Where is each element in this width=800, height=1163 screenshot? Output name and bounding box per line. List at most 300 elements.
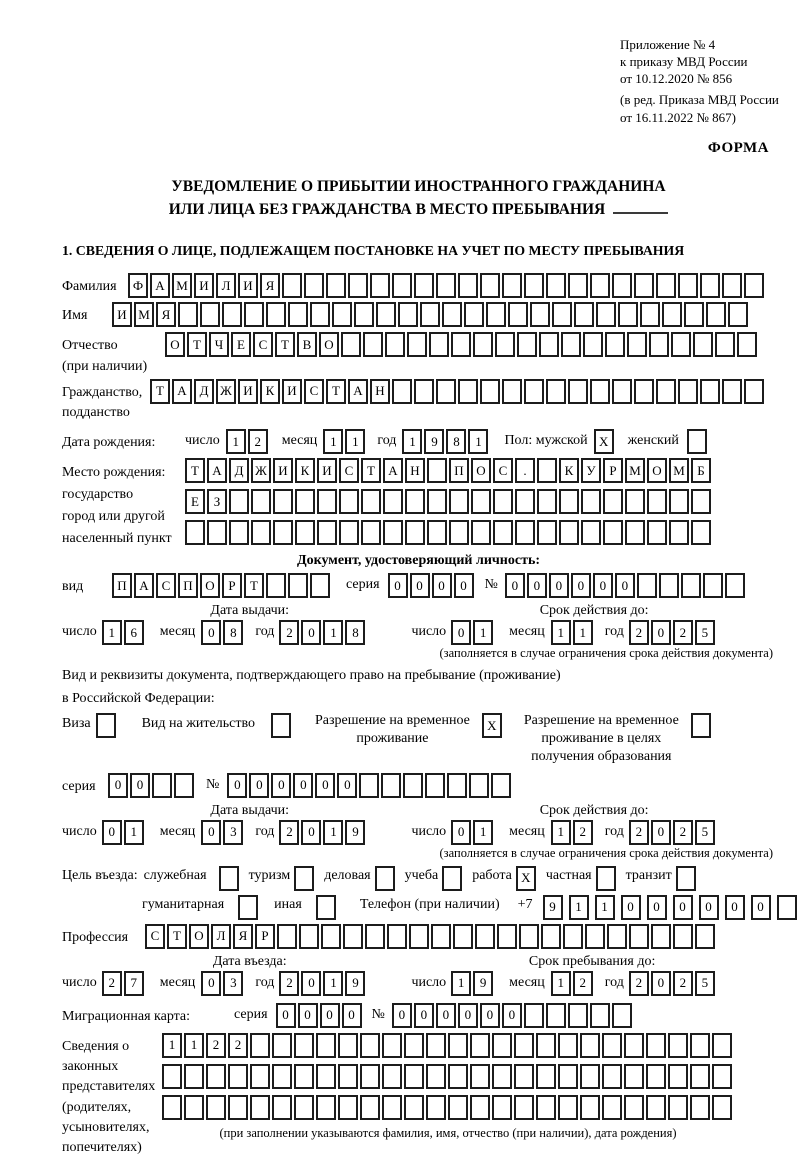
char-box[interactable]: [206, 1064, 226, 1089]
char-box[interactable]: [229, 520, 249, 545]
char-box[interactable]: [580, 1095, 600, 1120]
char-box[interactable]: [436, 273, 456, 298]
char-box[interactable]: [537, 489, 557, 514]
char-box[interactable]: [618, 302, 638, 327]
char-box[interactable]: Я: [233, 924, 253, 949]
char-box[interactable]: [492, 1033, 512, 1058]
char-box[interactable]: 2: [102, 971, 122, 996]
char-box[interactable]: Р: [222, 573, 242, 598]
char-box[interactable]: [612, 379, 632, 404]
char-box[interactable]: 0: [320, 1003, 340, 1028]
char-box[interactable]: П: [112, 573, 132, 598]
char-box[interactable]: [96, 713, 116, 738]
char-box[interactable]: 0: [651, 971, 671, 996]
char-box[interactable]: [524, 379, 544, 404]
char-box[interactable]: [744, 273, 764, 298]
char-box[interactable]: [725, 573, 745, 598]
char-box[interactable]: 0: [451, 820, 471, 845]
char-box[interactable]: [447, 773, 467, 798]
char-box[interactable]: 8: [223, 620, 243, 645]
char-box[interactable]: [691, 520, 711, 545]
char-box[interactable]: [524, 273, 544, 298]
char-box[interactable]: 0: [392, 1003, 412, 1028]
char-box[interactable]: [294, 866, 314, 891]
char-box[interactable]: [370, 273, 390, 298]
char-box[interactable]: [492, 1095, 512, 1120]
char-box[interactable]: [678, 379, 698, 404]
char-box[interactable]: [442, 302, 462, 327]
char-box[interactable]: [706, 302, 726, 327]
char-box[interactable]: [744, 379, 764, 404]
char-box[interactable]: 0: [505, 573, 525, 598]
char-box[interactable]: 5: [695, 971, 715, 996]
char-box[interactable]: Л: [216, 273, 236, 298]
char-box[interactable]: [659, 573, 679, 598]
char-box[interactable]: [295, 520, 315, 545]
char-box[interactable]: 1: [345, 429, 365, 454]
char-box[interactable]: [712, 1095, 732, 1120]
char-box[interactable]: Ч: [209, 332, 229, 357]
char-box[interactable]: [448, 1033, 468, 1058]
char-box[interactable]: 0: [108, 773, 128, 798]
char-box[interactable]: [480, 379, 500, 404]
char-box[interactable]: Я: [260, 273, 280, 298]
char-box[interactable]: [546, 379, 566, 404]
char-box[interactable]: [612, 273, 632, 298]
char-box[interactable]: И: [273, 458, 293, 483]
char-box[interactable]: [669, 520, 689, 545]
char-box[interactable]: [634, 273, 654, 298]
char-box[interactable]: [316, 895, 336, 920]
char-box[interactable]: 9: [345, 820, 365, 845]
char-box[interactable]: [581, 520, 601, 545]
char-box[interactable]: 1: [323, 971, 343, 996]
char-box[interactable]: [669, 489, 689, 514]
char-box[interactable]: [451, 332, 471, 357]
char-box[interactable]: [251, 520, 271, 545]
char-box[interactable]: [473, 332, 493, 357]
char-box[interactable]: [603, 520, 623, 545]
char-box[interactable]: [700, 379, 720, 404]
char-box[interactable]: [316, 1095, 336, 1120]
char-box[interactable]: [737, 332, 757, 357]
char-box[interactable]: [162, 1064, 182, 1089]
char-box[interactable]: [338, 1064, 358, 1089]
char-box[interactable]: [185, 520, 205, 545]
char-box[interactable]: 1: [551, 971, 571, 996]
char-box[interactable]: [471, 520, 491, 545]
char-box[interactable]: [629, 924, 649, 949]
char-box[interactable]: [405, 489, 425, 514]
char-box[interactable]: [515, 520, 535, 545]
char-box[interactable]: [603, 489, 623, 514]
char-box[interactable]: 0: [527, 573, 547, 598]
char-box[interactable]: [712, 1033, 732, 1058]
char-box[interactable]: 0: [201, 620, 221, 645]
char-box[interactable]: [671, 332, 691, 357]
char-box[interactable]: 5: [695, 820, 715, 845]
char-box[interactable]: 0: [342, 1003, 362, 1028]
char-box[interactable]: [282, 273, 302, 298]
char-box[interactable]: [668, 1064, 688, 1089]
char-box[interactable]: [596, 302, 616, 327]
char-box[interactable]: [339, 489, 359, 514]
char-box[interactable]: [607, 924, 627, 949]
char-box[interactable]: [458, 273, 478, 298]
char-box[interactable]: И: [194, 273, 214, 298]
char-box[interactable]: [414, 379, 434, 404]
char-box[interactable]: [273, 520, 293, 545]
char-box[interactable]: [728, 302, 748, 327]
char-box[interactable]: [294, 1033, 314, 1058]
char-box[interactable]: [647, 489, 667, 514]
char-box[interactable]: 2: [629, 820, 649, 845]
char-box[interactable]: 2: [248, 429, 268, 454]
char-box[interactable]: X: [516, 866, 536, 891]
char-box[interactable]: [383, 520, 403, 545]
char-box[interactable]: [272, 1033, 292, 1058]
char-box[interactable]: [602, 1095, 622, 1120]
char-box[interactable]: [580, 1033, 600, 1058]
char-box[interactable]: [558, 1064, 578, 1089]
char-box[interactable]: 2: [279, 820, 299, 845]
char-box[interactable]: 7: [124, 971, 144, 996]
char-box[interactable]: 1: [323, 429, 343, 454]
char-box[interactable]: А: [150, 273, 170, 298]
char-box[interactable]: Ж: [251, 458, 271, 483]
char-box[interactable]: Е: [185, 489, 205, 514]
char-box[interactable]: И: [238, 379, 258, 404]
char-box[interactable]: 6: [124, 620, 144, 645]
char-box[interactable]: [272, 1064, 292, 1089]
char-box[interactable]: 9: [424, 429, 444, 454]
char-box[interactable]: Т: [167, 924, 187, 949]
char-box[interactable]: [407, 332, 427, 357]
char-box[interactable]: 1: [451, 971, 471, 996]
char-box[interactable]: [722, 273, 742, 298]
char-box[interactable]: [627, 332, 647, 357]
char-box[interactable]: [563, 924, 583, 949]
char-box[interactable]: 1: [551, 620, 571, 645]
char-box[interactable]: 1: [226, 429, 246, 454]
char-box[interactable]: [360, 1033, 380, 1058]
char-box[interactable]: [673, 924, 693, 949]
char-box[interactable]: 9: [345, 971, 365, 996]
char-box[interactable]: О: [189, 924, 209, 949]
char-box[interactable]: А: [348, 379, 368, 404]
char-box[interactable]: [222, 302, 242, 327]
char-box[interactable]: [684, 302, 704, 327]
char-box[interactable]: Т: [361, 458, 381, 483]
char-box[interactable]: 0: [673, 895, 693, 920]
char-box[interactable]: 1: [569, 895, 589, 920]
char-box[interactable]: [375, 866, 395, 891]
char-box[interactable]: [348, 273, 368, 298]
char-box[interactable]: [524, 1003, 544, 1028]
char-box[interactable]: [492, 1064, 512, 1089]
char-box[interactable]: [651, 924, 671, 949]
char-box[interactable]: [691, 713, 711, 738]
char-box[interactable]: [288, 302, 308, 327]
char-box[interactable]: [700, 273, 720, 298]
char-box[interactable]: [341, 332, 361, 357]
char-box[interactable]: [464, 302, 484, 327]
char-box[interactable]: [690, 1064, 710, 1089]
char-box[interactable]: И: [282, 379, 302, 404]
char-box[interactable]: [470, 1095, 490, 1120]
char-box[interactable]: 0: [201, 820, 221, 845]
char-box[interactable]: 1: [473, 820, 493, 845]
char-box[interactable]: [295, 489, 315, 514]
char-box[interactable]: 0: [249, 773, 269, 798]
char-box[interactable]: 8: [446, 429, 466, 454]
char-box[interactable]: Т: [275, 332, 295, 357]
char-box[interactable]: 0: [454, 573, 474, 598]
char-box[interactable]: [448, 1064, 468, 1089]
char-box[interactable]: [266, 573, 286, 598]
char-box[interactable]: 0: [201, 971, 221, 996]
char-box[interactable]: [777, 895, 797, 920]
char-box[interactable]: 2: [673, 971, 693, 996]
char-box[interactable]: А: [383, 458, 403, 483]
char-box[interactable]: [558, 1033, 578, 1058]
char-box[interactable]: [427, 458, 447, 483]
char-box[interactable]: [332, 302, 352, 327]
char-box[interactable]: А: [134, 573, 154, 598]
char-box[interactable]: [580, 1064, 600, 1089]
char-box[interactable]: [662, 302, 682, 327]
char-box[interactable]: [361, 520, 381, 545]
char-box[interactable]: [381, 773, 401, 798]
char-box[interactable]: 2: [206, 1033, 226, 1058]
char-box[interactable]: [687, 429, 707, 454]
char-box[interactable]: [722, 379, 742, 404]
char-box[interactable]: [681, 573, 701, 598]
char-box[interactable]: [519, 924, 539, 949]
char-box[interactable]: [404, 1064, 424, 1089]
char-box[interactable]: 1: [162, 1033, 182, 1058]
char-box[interactable]: Е: [231, 332, 251, 357]
char-box[interactable]: [383, 489, 403, 514]
char-box[interactable]: [425, 773, 445, 798]
char-box[interactable]: 1: [124, 820, 144, 845]
char-box[interactable]: [602, 1033, 622, 1058]
char-box[interactable]: [316, 1064, 336, 1089]
char-box[interactable]: [517, 332, 537, 357]
char-box[interactable]: [338, 1095, 358, 1120]
char-box[interactable]: [469, 773, 489, 798]
char-box[interactable]: Т: [150, 379, 170, 404]
char-box[interactable]: П: [178, 573, 198, 598]
char-box[interactable]: О: [647, 458, 667, 483]
char-box[interactable]: [250, 1033, 270, 1058]
char-box[interactable]: [678, 273, 698, 298]
char-box[interactable]: [668, 1033, 688, 1058]
char-box[interactable]: К: [559, 458, 579, 483]
char-box[interactable]: [624, 1095, 644, 1120]
char-box[interactable]: [574, 302, 594, 327]
char-box[interactable]: [363, 332, 383, 357]
char-box[interactable]: [219, 866, 239, 891]
char-box[interactable]: [431, 924, 451, 949]
char-box[interactable]: [497, 924, 517, 949]
char-box[interactable]: 1: [323, 820, 343, 845]
char-box[interactable]: [625, 489, 645, 514]
char-box[interactable]: 1: [573, 620, 593, 645]
char-box[interactable]: 0: [647, 895, 667, 920]
char-box[interactable]: 2: [573, 820, 593, 845]
char-box[interactable]: [427, 489, 447, 514]
char-box[interactable]: [536, 1095, 556, 1120]
char-box[interactable]: [590, 379, 610, 404]
char-box[interactable]: М: [625, 458, 645, 483]
char-box[interactable]: [426, 1064, 446, 1089]
char-box[interactable]: 2: [279, 971, 299, 996]
char-box[interactable]: [715, 332, 735, 357]
char-box[interactable]: Б: [691, 458, 711, 483]
char-box[interactable]: 0: [725, 895, 745, 920]
char-box[interactable]: [271, 713, 291, 738]
char-box[interactable]: [612, 1003, 632, 1028]
char-box[interactable]: [321, 924, 341, 949]
char-box[interactable]: [339, 520, 359, 545]
char-box[interactable]: [360, 1064, 380, 1089]
char-box[interactable]: [596, 866, 616, 891]
char-box[interactable]: С: [304, 379, 324, 404]
char-box[interactable]: [590, 1003, 610, 1028]
char-box[interactable]: [184, 1095, 204, 1120]
char-box[interactable]: [405, 520, 425, 545]
char-box[interactable]: [491, 773, 511, 798]
char-box[interactable]: [398, 302, 418, 327]
char-box[interactable]: [537, 520, 557, 545]
char-box[interactable]: 0: [276, 1003, 296, 1028]
char-box[interactable]: [668, 1095, 688, 1120]
char-box[interactable]: [316, 1033, 336, 1058]
char-box[interactable]: И: [112, 302, 132, 327]
char-box[interactable]: [420, 302, 440, 327]
char-box[interactable]: 1: [102, 620, 122, 645]
char-box[interactable]: [647, 520, 667, 545]
char-box[interactable]: 0: [480, 1003, 500, 1028]
char-box[interactable]: О: [200, 573, 220, 598]
char-box[interactable]: [310, 302, 330, 327]
char-box[interactable]: [656, 379, 676, 404]
char-box[interactable]: П: [449, 458, 469, 483]
char-box[interactable]: И: [238, 273, 258, 298]
char-box[interactable]: [404, 1095, 424, 1120]
char-box[interactable]: [458, 379, 478, 404]
char-box[interactable]: Д: [229, 458, 249, 483]
char-box[interactable]: [152, 773, 172, 798]
char-box[interactable]: [640, 302, 660, 327]
char-box[interactable]: [359, 773, 379, 798]
char-box[interactable]: А: [207, 458, 227, 483]
char-box[interactable]: 0: [301, 620, 321, 645]
char-box[interactable]: 0: [298, 1003, 318, 1028]
char-box[interactable]: [625, 520, 645, 545]
char-box[interactable]: [382, 1064, 402, 1089]
char-box[interactable]: [448, 1095, 468, 1120]
char-box[interactable]: 1: [402, 429, 422, 454]
char-box[interactable]: 0: [293, 773, 313, 798]
char-box[interactable]: [409, 924, 429, 949]
char-box[interactable]: Т: [244, 573, 264, 598]
char-box[interactable]: О: [165, 332, 185, 357]
char-box[interactable]: 2: [279, 620, 299, 645]
char-box[interactable]: [228, 1095, 248, 1120]
char-box[interactable]: [495, 332, 515, 357]
char-box[interactable]: 0: [432, 573, 452, 598]
char-box[interactable]: [436, 379, 456, 404]
char-box[interactable]: [561, 332, 581, 357]
char-box[interactable]: [568, 1003, 588, 1028]
char-box[interactable]: [200, 302, 220, 327]
char-box[interactable]: [583, 332, 603, 357]
char-box[interactable]: Ф: [128, 273, 148, 298]
char-box[interactable]: 2: [573, 971, 593, 996]
char-box[interactable]: [426, 1033, 446, 1058]
char-box[interactable]: [288, 573, 308, 598]
char-box[interactable]: 0: [593, 573, 613, 598]
char-box[interactable]: Я: [156, 302, 176, 327]
char-box[interactable]: 0: [651, 820, 671, 845]
char-box[interactable]: [449, 489, 469, 514]
char-box[interactable]: [453, 924, 473, 949]
char-box[interactable]: [546, 273, 566, 298]
char-box[interactable]: [414, 273, 434, 298]
char-box[interactable]: [602, 1064, 622, 1089]
char-box[interactable]: [338, 1033, 358, 1058]
char-box[interactable]: [624, 1064, 644, 1089]
char-box[interactable]: Ж: [216, 379, 236, 404]
char-box[interactable]: X: [482, 713, 502, 738]
char-box[interactable]: [392, 273, 412, 298]
char-box[interactable]: [470, 1033, 490, 1058]
char-box[interactable]: [299, 924, 319, 949]
char-box[interactable]: [250, 1095, 270, 1120]
char-box[interactable]: [585, 924, 605, 949]
char-box[interactable]: [546, 1003, 566, 1028]
char-box[interactable]: 1: [595, 895, 615, 920]
char-box[interactable]: [690, 1033, 710, 1058]
char-box[interactable]: [294, 1064, 314, 1089]
char-box[interactable]: [480, 273, 500, 298]
char-box[interactable]: [310, 573, 330, 598]
char-box[interactable]: 9: [473, 971, 493, 996]
char-box[interactable]: [695, 924, 715, 949]
char-box[interactable]: 1: [473, 620, 493, 645]
char-box[interactable]: [354, 302, 374, 327]
char-box[interactable]: Т: [185, 458, 205, 483]
char-box[interactable]: [559, 489, 579, 514]
char-box[interactable]: [385, 332, 405, 357]
char-box[interactable]: [558, 1095, 578, 1120]
char-box[interactable]: 0: [549, 573, 569, 598]
char-box[interactable]: [178, 302, 198, 327]
char-box[interactable]: Р: [255, 924, 275, 949]
char-box[interactable]: [403, 773, 423, 798]
char-box[interactable]: [590, 273, 610, 298]
char-box[interactable]: [536, 1064, 556, 1089]
char-box[interactable]: 0: [621, 895, 641, 920]
char-box[interactable]: 0: [502, 1003, 522, 1028]
char-box[interactable]: 5: [695, 620, 715, 645]
char-box[interactable]: [174, 773, 194, 798]
char-box[interactable]: К: [295, 458, 315, 483]
char-box[interactable]: С: [253, 332, 273, 357]
char-box[interactable]: М: [669, 458, 689, 483]
